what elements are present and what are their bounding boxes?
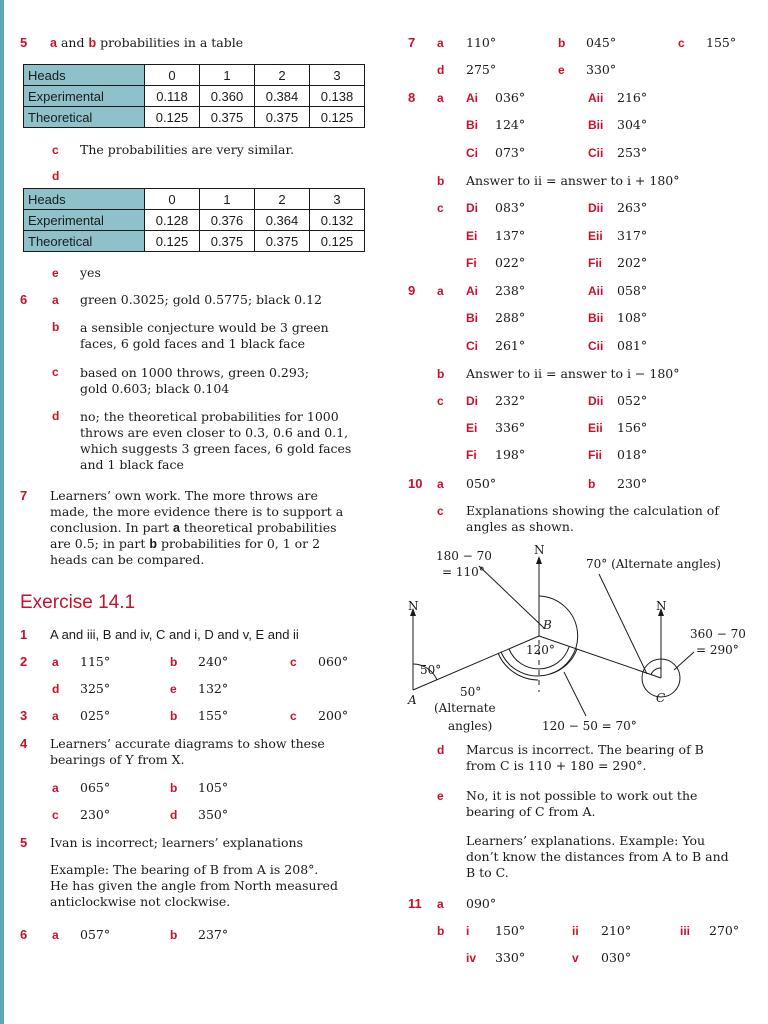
ex7-e-letter: e (558, 63, 565, 77)
ex4-a-letter: a (52, 781, 59, 795)
ex9-Bi-label: Bi (466, 311, 478, 325)
ex3-a-letter: a (52, 709, 59, 723)
ex3-b-letter: b (170, 709, 178, 723)
ex9-Ei-answer: 336° (495, 420, 526, 435)
page-edge-bar (0, 0, 4, 1024)
ex4-b-answer: 105° (198, 780, 229, 795)
ex11-b-letter: b (437, 924, 445, 938)
q6-a-answer: green 0.3025; gold 0.5775; black 0.12 (80, 292, 322, 307)
ex7-d-answer: 275° (466, 62, 497, 77)
ex8-Cii-answer: 253° (617, 145, 648, 160)
q5-c-letter: c (52, 143, 59, 157)
leader-line-120-50 (564, 672, 586, 716)
ex10-d-letter: d (437, 743, 445, 757)
ex8-Cii-label: Cii (588, 146, 604, 160)
ex9-Ci-label: Ci (466, 339, 478, 353)
ex8-Dii-answer: 263° (617, 200, 648, 215)
q5-c-answer: The probabilities are very similar. (80, 142, 295, 157)
ex9-Ci-answer: 261° (495, 338, 526, 353)
exercise-heading: Exercise 14.1 (20, 592, 136, 613)
ex9-Bi-answer: 288° (495, 310, 526, 325)
ex9-Bii-answer: 108° (617, 310, 648, 325)
ex10-a-letter: a (437, 477, 444, 491)
ex8-Fii-label: Fii (588, 256, 602, 270)
ex8-number: 8 (408, 90, 416, 105)
q6-b-answer: a sensible conjecture would be 3 green faces, 6 gold faces and 1 black face (80, 320, 329, 351)
ex10-c-answer: Explanations showing the calculation of angles as shown. (466, 503, 719, 534)
ex6-a-answer: 057° (80, 927, 111, 942)
ex8-Di-answer: 083° (495, 200, 526, 215)
q5-e-letter: e (52, 266, 59, 280)
ex9-Bii-label: Bii (588, 311, 604, 325)
ex9-Fii-label: Fii (588, 448, 602, 462)
bearing-diagram (404, 540, 766, 740)
ex4-b-letter: b (170, 781, 178, 795)
ex9-b-letter: b (437, 367, 445, 381)
alt-50-line2: (Alternate (434, 701, 496, 715)
table-row: Theoretical 0.125 0.375 0.375 0.125 (24, 107, 365, 128)
ex2-number: 2 (20, 654, 28, 669)
ex7-c-letter: c (678, 36, 685, 50)
table-row: Experimental 0.118 0.360 0.384 0.138 (24, 86, 365, 107)
ex9-Fi-answer: 198° (495, 447, 526, 462)
ex10-e-answer: No, it is not possible to work out the bearing of C from A. (466, 788, 698, 819)
ex5-answer: Ivan is incorrect; learners’ explanations (50, 835, 304, 850)
north-label-a: N (408, 599, 419, 613)
ex3-c-answer: 200° (318, 708, 349, 723)
ex8-Aii-label: Aii (588, 91, 604, 105)
ex9-Eii-label: Eii (588, 421, 603, 435)
ex9-number: 9 (408, 283, 416, 298)
ex9-Dii-label: Dii (588, 394, 604, 408)
probability-table-1 (23, 64, 365, 128)
table-row: Heads 0 1 2 3 (24, 65, 365, 86)
ex11-v-label: v (572, 951, 579, 965)
ex10-d-answer: Marcus is incorrect. The bearing of B from C is 110 + 180 = 290°. (466, 742, 704, 773)
ex9-a-letter: a (437, 284, 444, 298)
ex2-e-letter: e (170, 682, 177, 696)
ex9-Ai-answer: 238° (495, 283, 526, 298)
angle-label-120: 120° (526, 643, 555, 657)
q7-answer: Learners’ own work. The more throws are made, the more evidence there is to support a conclusion. In part a theoretical probabilities are 0.5; in part b probabilities for 0, 1 or 2 heads can be compared. (50, 488, 344, 567)
q5-number: 5 (20, 35, 28, 50)
ex2-a-letter: a (52, 655, 59, 669)
ex11-a-answer: 090° (466, 896, 497, 911)
ex2-e-answer: 132° (198, 681, 229, 696)
ex4-d-letter: d (170, 808, 178, 822)
calc-70: 120 − 50 = 70° (542, 719, 637, 733)
ex7-e-answer: 330° (586, 62, 617, 77)
ex9-Aii-answer: 058° (617, 283, 648, 298)
calc-290-line1: 360 − 70 (690, 627, 746, 641)
q5-d-letter: d (52, 169, 60, 183)
q6-a-letter: a (52, 293, 59, 307)
ex7-number: 7 (408, 35, 416, 50)
ex8-Fii-answer: 202° (617, 255, 648, 270)
ex7-a-letter: a (437, 36, 444, 50)
ex8-Fi-label: Fi (466, 256, 477, 270)
ex11-iv-answer: 330° (495, 950, 526, 965)
north-label-c: N (656, 599, 667, 613)
ex4-d-answer: 350° (198, 807, 229, 822)
ex8-Ci-answer: 073° (495, 145, 526, 160)
ex8-Ai-answer: 036° (495, 90, 526, 105)
leader-line-110 (479, 566, 544, 628)
ex11-a-letter: a (437, 897, 444, 911)
ex7-c-answer: 155° (706, 35, 737, 50)
ex8-Aii-answer: 216° (617, 90, 648, 105)
ex2-d-letter: d (52, 682, 60, 696)
ex10-b-letter: b (588, 477, 596, 491)
ex11-ii-answer: 210° (601, 923, 632, 938)
ex3-number: 3 (20, 708, 28, 723)
ex9-Aii-label: Aii (588, 284, 604, 298)
ex8-Bii-label: Bii (588, 118, 604, 132)
point-b-label: B (543, 618, 552, 632)
ex3-b-answer: 155° (198, 708, 229, 723)
ex7-a-answer: 110° (466, 35, 497, 50)
ex10-c-letter: c (437, 504, 444, 518)
ex8-Fi-answer: 022° (495, 255, 526, 270)
ex9-Fi-label: Fi (466, 448, 477, 462)
ex4-c-answer: 230° (80, 807, 111, 822)
ex8-c-letter: c (437, 201, 444, 215)
ex11-i-label: i (466, 924, 470, 938)
q6-number: 6 (20, 292, 28, 307)
ex11-number: 11 (408, 896, 422, 911)
ex9-Eii-answer: 156° (617, 420, 648, 435)
ex9-Di-answer: 232° (495, 393, 526, 408)
q7-number: 7 (20, 488, 28, 503)
ex11-i-answer: 150° (495, 923, 526, 938)
calc-290-line2: = 290° (696, 643, 739, 657)
ex2-b-answer: 240° (198, 654, 229, 669)
ex6-number: 6 (20, 927, 28, 942)
table-row: Experimental 0.128 0.376 0.364 0.132 (24, 210, 365, 231)
probability-table-2 (23, 188, 365, 252)
ex4-c-letter: c (52, 808, 59, 822)
ex2-c-letter: c (290, 655, 297, 669)
ex9-Ei-label: Ei (466, 421, 478, 435)
ex9-Cii-label: Cii (588, 339, 604, 353)
q5-prompt: a and b probabilities in a table (50, 35, 244, 50)
q5-e-answer: yes (80, 265, 101, 280)
ex4-answer: Learners’ accurate diagrams to show these bearings of Y from X. (50, 736, 325, 767)
q6-c-answer: based on 1000 throws, green 0.293; gold 0.603; black 0.104 (80, 365, 310, 396)
ex5-example: Example: The bearing of B from A is 208°. He has given the angle from North measured anticlockwise not clockwise. (50, 862, 338, 909)
ex8-Eii-answer: 317° (617, 228, 648, 243)
calc-110-line2: = 110° (442, 565, 485, 579)
ex11-ii-label: ii (572, 924, 579, 938)
ex6-a-letter: a (52, 928, 59, 942)
ex7-d-letter: d (437, 63, 445, 77)
table-row: Theoretical 0.125 0.375 0.375 0.125 (24, 231, 365, 252)
ex10-number: 10 (408, 476, 423, 491)
ex8-b-letter: b (437, 174, 445, 188)
ex7-b-letter: b (558, 36, 566, 50)
ex8-b-answer: Answer to ii = answer to i + 180° (466, 173, 680, 188)
north-label-b: N (534, 543, 545, 557)
north-arrow-b (536, 556, 542, 564)
ex8-Ei-label: Ei (466, 229, 478, 243)
ex8-Di-label: Di (466, 201, 478, 215)
table-row: Heads 0 1 2 3 (24, 189, 365, 210)
label-alternate-70: 70° (Alternate angles) (586, 557, 721, 571)
point-c-label: C (656, 691, 666, 705)
q6-c-letter: c (52, 365, 59, 379)
ex10-e-explanation: Learners’ explanations. Example: You don’t know the distances from A to B and B to C. (466, 833, 729, 880)
ex1-answer: A and iii, B and iv, C and i, D and v, E and ii (50, 627, 299, 642)
ex9-Ai-label: Ai (466, 284, 478, 298)
ex2-b-letter: b (170, 655, 178, 669)
ex3-c-letter: c (290, 709, 297, 723)
ex10-b-answer: 230° (617, 476, 648, 491)
ex8-Bi-answer: 124° (495, 117, 526, 132)
ex9-Fii-answer: 018° (617, 447, 648, 462)
ex10-a-answer: 050° (466, 476, 497, 491)
ex8-Ci-label: Ci (466, 146, 478, 160)
ex4-a-answer: 065° (80, 780, 111, 795)
ex9-Dii-answer: 052° (617, 393, 648, 408)
ex2-a-answer: 115° (80, 654, 111, 669)
ex6-b-letter: b (170, 928, 178, 942)
ex6-b-answer: 237° (198, 927, 229, 942)
alt-50-line1: 50° (460, 685, 482, 699)
ex9-b-answer: Answer to ii = answer to i − 180° (466, 366, 680, 381)
ex8-a-letter: a (437, 91, 444, 105)
ex9-Di-label: Di (466, 394, 478, 408)
ex11-iii-answer: 270° (709, 923, 740, 938)
point-a-label: A (408, 693, 417, 707)
ex9-Cii-answer: 081° (617, 338, 648, 353)
ex1-number: 1 (20, 627, 28, 642)
ex8-Eii-label: Eii (588, 229, 603, 243)
ex5-number: 5 (20, 835, 28, 850)
ex3-a-answer: 025° (80, 708, 111, 723)
angle-arc-70-at-c (651, 668, 661, 675)
ex8-Ai-label: Ai (466, 91, 478, 105)
ex9-c-letter: c (437, 394, 444, 408)
alt-50-line3: angles) (448, 719, 493, 733)
ex4-number: 4 (20, 736, 28, 751)
angle-label-50: 50° (420, 663, 442, 677)
ex11-iv-label: iv (466, 951, 477, 965)
ex8-Dii-label: Dii (588, 201, 604, 215)
q6-d-letter: d (52, 409, 60, 423)
ex11-iii-label: iii (680, 924, 691, 938)
ex8-Ei-answer: 137° (495, 228, 526, 243)
calc-110-line1: 180 − 70 (436, 549, 492, 563)
ex11-v-answer: 030° (601, 950, 632, 965)
q6-b-letter: b (52, 320, 60, 334)
q6-d-answer: no; the theoretical probabilities for 1000 throws are even closer to 0.3, 0.6 and 0.1, which suggests 3 green faces, 6 gold faces and 1 black face (80, 409, 352, 472)
ex2-d-answer: 325° (80, 681, 111, 696)
ex8-Bi-label: Bi (466, 118, 478, 132)
ex8-Bii-answer: 304° (617, 117, 648, 132)
ex2-c-answer: 060° (318, 654, 349, 669)
ex7-b-answer: 045° (586, 35, 617, 50)
ex10-e-letter: e (437, 789, 444, 803)
